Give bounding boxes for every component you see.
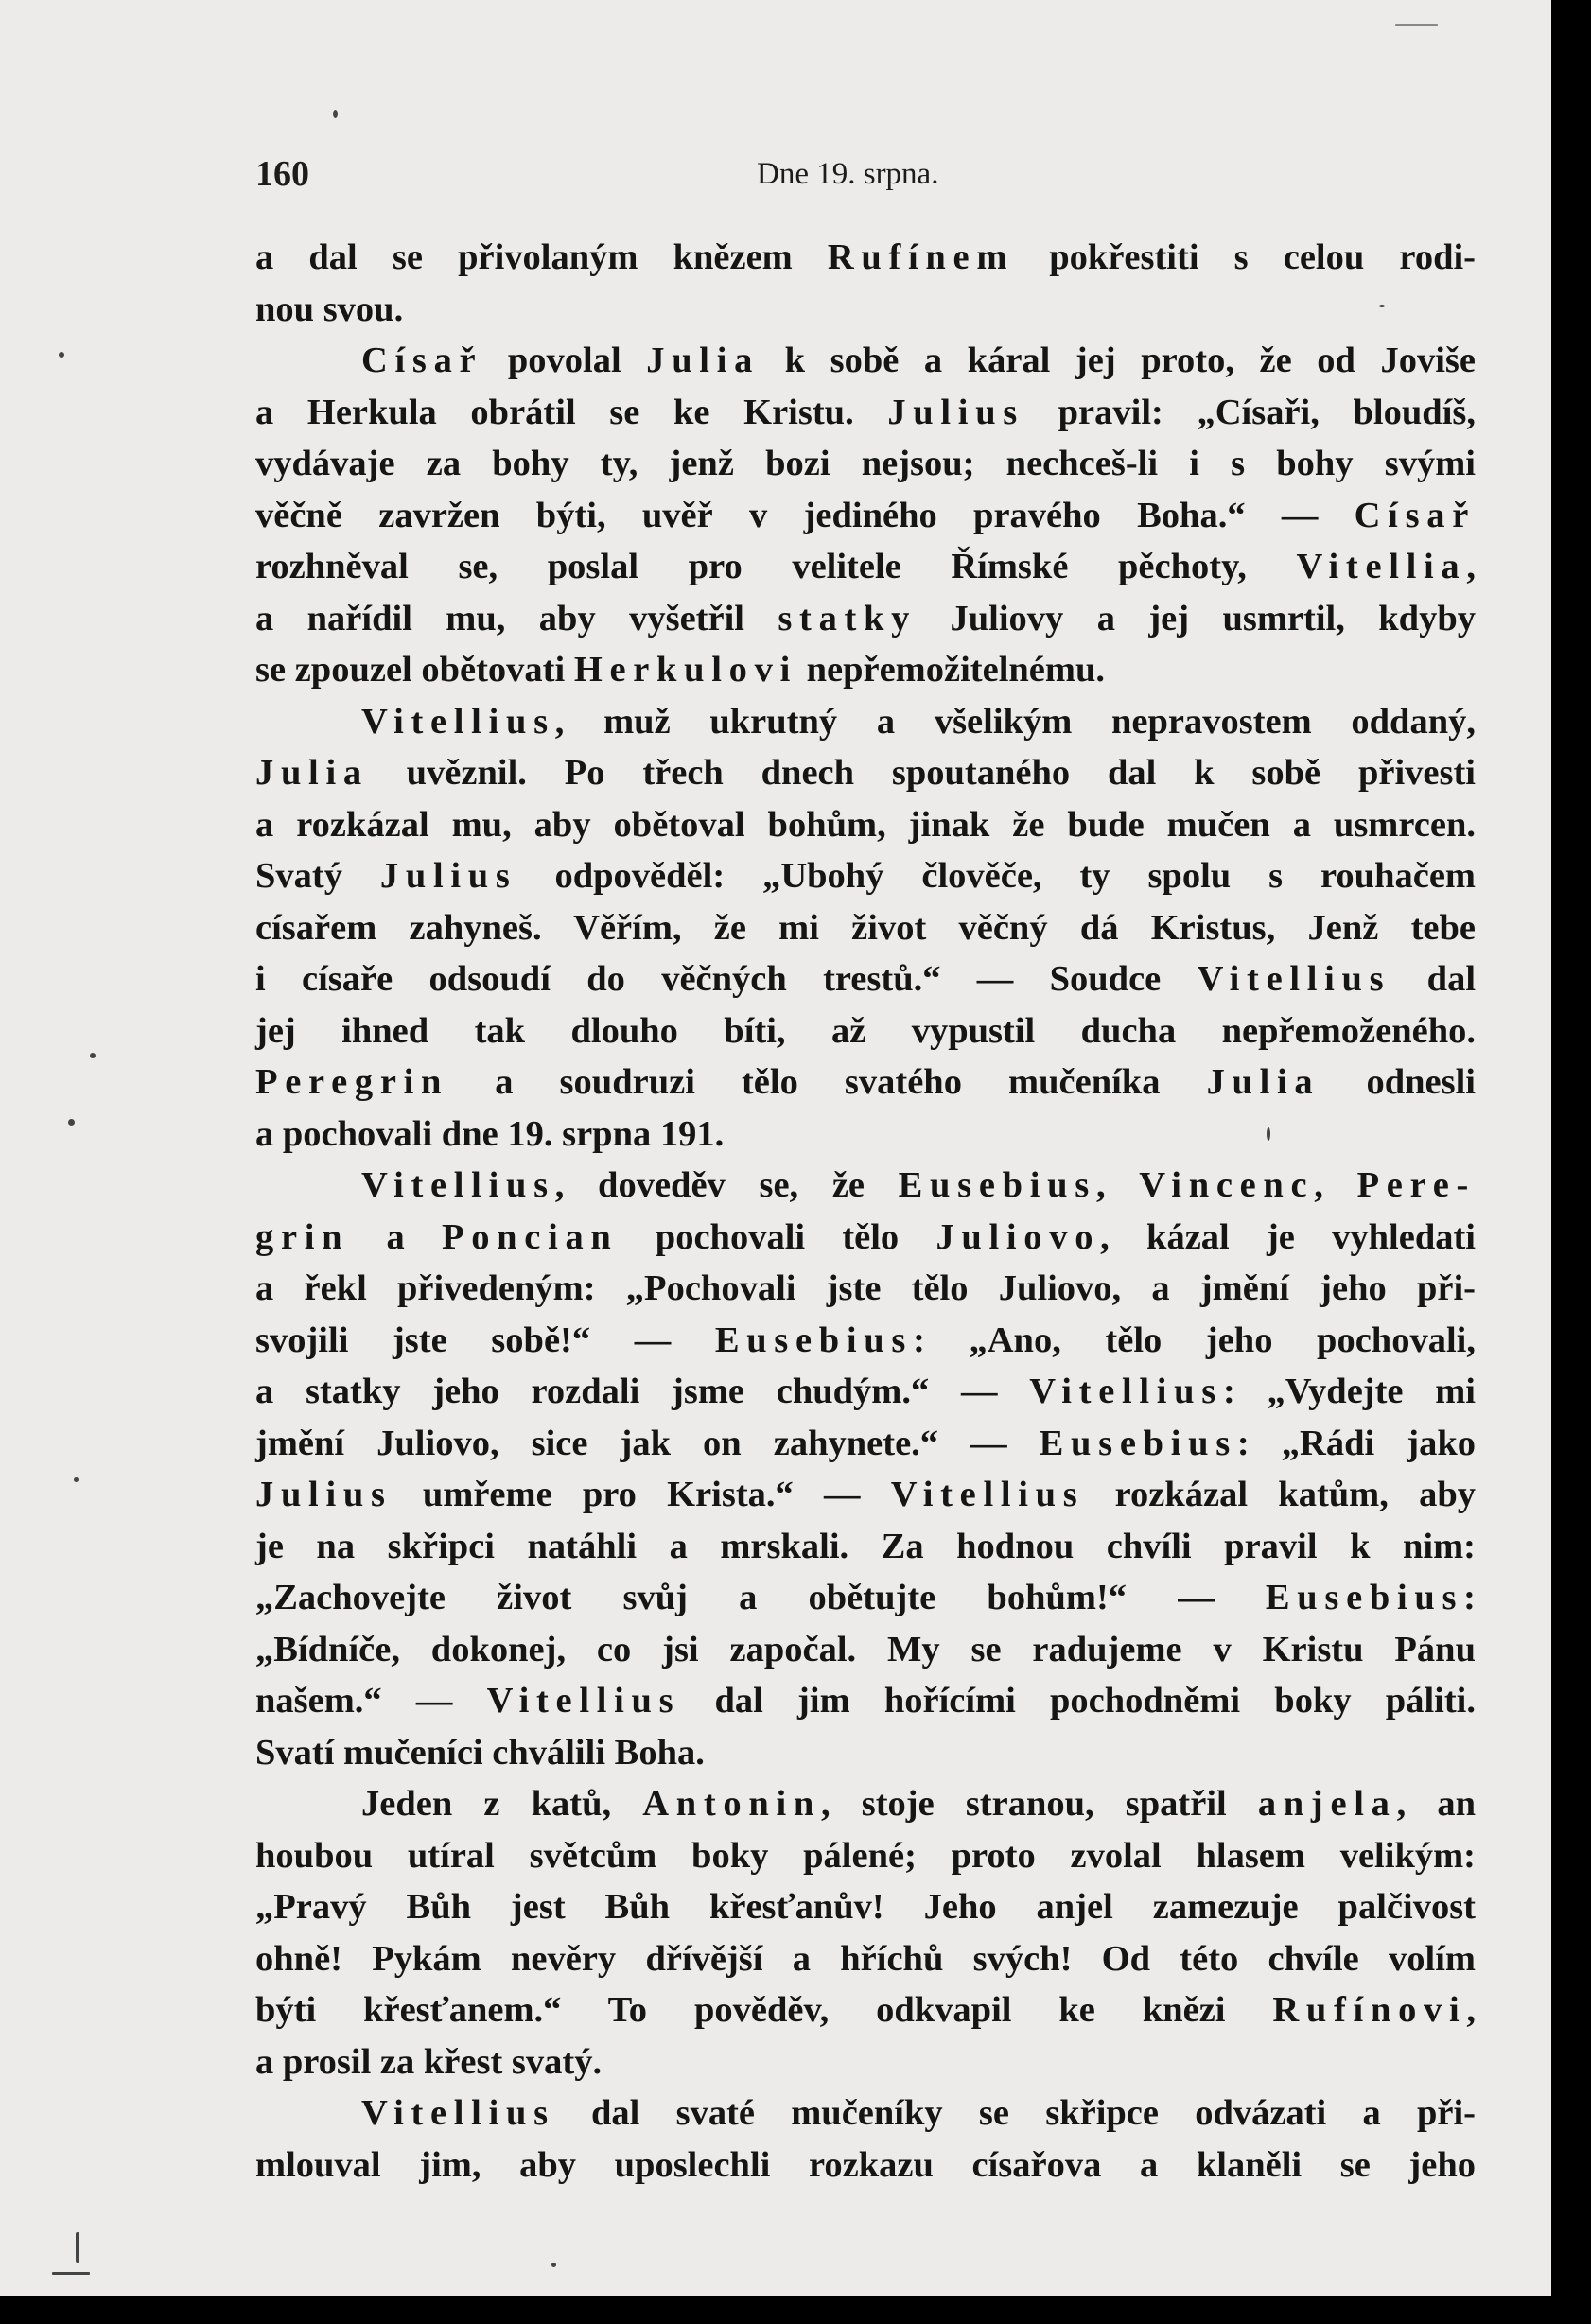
spaced-name: Císař (1354, 495, 1476, 535)
text-line (255, 902, 1476, 954)
text-run: vydávaje za bohy ty, jenž bozi nejsou; nechceš-li i s bohy svými (255, 444, 1476, 483)
spaced-name: Julia (1206, 1062, 1320, 1102)
body-text (255, 232, 1476, 2191)
text-run: : (1463, 1578, 1476, 1617)
text-line (255, 1881, 1476, 1933)
text-run: , (1095, 1165, 1140, 1205)
text-run: a Herkula obrátil se ke Kristu. (255, 392, 888, 432)
text-line (255, 1624, 1476, 1676)
text-run: našem.“ — (255, 1681, 487, 1721)
text-run: jej ihned tak dlouho bíti, až vypustil ducha nepřemoženého. (255, 1010, 1476, 1051)
text-run: „Bídníče, dokonej, co jsi započal. My se radujeme v Kristu Pánu (255, 1629, 1476, 1669)
page-header (255, 153, 1476, 201)
print-speck (1267, 1127, 1270, 1141)
spaced-name: Antonin (642, 1784, 821, 1824)
text-run: „Zachovejte život svůj a obětujte bohům!“ — (255, 1578, 1266, 1617)
text-run: , stoje stranou, spatřil (820, 1784, 1258, 1824)
spaced-name: Juliovo (935, 1216, 1101, 1257)
spaced-name: grin (255, 1216, 350, 1257)
text-line (255, 1830, 1476, 1882)
print-speck (1379, 305, 1385, 307)
print-speck (59, 352, 64, 358)
text-run: , muž ukrutný a všelikým nepravostem oddaný, (554, 701, 1476, 742)
spaced-name: Eusebius (898, 1165, 1096, 1205)
text-run: mlouval jim, aby uposlechli rozkazu císařova a klaněli se jeho (255, 2144, 1476, 2185)
spaced-name: Julia (255, 753, 369, 793)
text-run: pravil: „Císaři, bloudíš, (1024, 392, 1477, 432)
text-run: : „Ano, tělo jeho pochovali, (913, 1319, 1476, 1360)
text-line (255, 644, 1476, 696)
text-line (255, 747, 1476, 799)
print-speck (76, 2232, 79, 2263)
text-line (255, 438, 1476, 490)
text-line (255, 2140, 1476, 2192)
spaced-name: Vitellia (1296, 547, 1467, 586)
text-line (255, 1418, 1476, 1470)
text-run: jmění Juliovo, sice jak on zahynete.“ — (255, 1423, 1040, 1463)
text-run: rozkázal katům, aby (1084, 1475, 1476, 1514)
spaced-name: Rufínovi (1272, 1990, 1467, 2030)
text-line (255, 850, 1476, 902)
print-speck (68, 1119, 75, 1126)
text-line (255, 1315, 1476, 1367)
text-line (255, 2088, 1476, 2140)
text-line (255, 1469, 1476, 1521)
text-line (255, 1933, 1476, 1985)
text-line (255, 1675, 1476, 1727)
print-speck (1395, 24, 1438, 26)
text-run: svojili jste sobě!“ — (255, 1319, 715, 1360)
text-run: a prosil za křest svatý. (255, 2041, 603, 2082)
spaced-name: Vincenc (1139, 1165, 1315, 1205)
spaced-name: anjela (1257, 1784, 1397, 1824)
text-line (255, 490, 1476, 542)
text-line (255, 541, 1476, 593)
spaced-name: Vitellius (486, 1681, 681, 1721)
text-run: pochovali tělo (618, 1216, 936, 1257)
text-run: dal jim hořícími pochodněmi boky páliti. (680, 1681, 1476, 1721)
text-run: Jeden z katů, (361, 1784, 643, 1824)
text-line (255, 593, 1476, 645)
spaced-name: Vitellius (890, 1475, 1085, 1514)
text-line (255, 1984, 1476, 2036)
text-run: pokřestiti s celou rodi- (1014, 237, 1477, 277)
text-run: i císaře odsoudí do věčných trestů.“ — Soudce (255, 959, 1198, 999)
text-run: , kázal je vyhledati (1100, 1216, 1477, 1257)
text-run: a rozkázal mu, aby obětoval bohům, jinak že bude mučen a usmrcen. (255, 804, 1476, 845)
spaced-name: Eusebius (1265, 1578, 1464, 1617)
text-run: býti křesťanem.“ To pověděv, odkvapil ke knězi (255, 1990, 1273, 2030)
text-run: rozhněval se, poslal pro velitele Římské pěchoty, (255, 547, 1297, 586)
spaced-name: Vitellius (361, 701, 555, 742)
text-run: uvěznil. Po třech dnech spoutaného dal k sobě přivesti (368, 753, 1476, 793)
spaced-name: Julius (887, 392, 1024, 432)
text-run: : „Rádi jako (1236, 1423, 1476, 1463)
spaced-name: Eusebius (714, 1319, 914, 1360)
print-speck (551, 2263, 556, 2267)
text-run: , (1314, 1165, 1357, 1205)
text-run: houbou utíral světcům boky pálené; proto zvolal hlasem velikým: (255, 1835, 1476, 1876)
spaced-name: Vitellius (361, 1165, 555, 1205)
text-run: dal (1390, 959, 1477, 999)
text-run: císařem zahyneš. Věřím, že mi život věčný dá Kristus, Jenž tebe (255, 907, 1476, 948)
text-run: Juliovy a jej usmrtil, kdyby (917, 598, 1476, 638)
text-line (255, 1778, 1476, 1830)
text-run: : „Vydejte mi (1222, 1372, 1477, 1411)
text-run: , (1466, 1990, 1476, 2030)
spaced-name: statky (778, 598, 918, 638)
text-run: a nařídil mu, aby vyšetřil (255, 598, 778, 638)
text-run: dal svaté mučeníky se skřipce odvázati a při- (554, 2093, 1476, 2133)
text-line (255, 953, 1476, 1005)
text-line (255, 696, 1476, 748)
text-line (255, 387, 1476, 439)
text-run: , (1466, 547, 1476, 586)
text-line (255, 1057, 1476, 1109)
text-run: věčně zavržen býti, uvěř v jediného pravého Boha.“ — (255, 495, 1355, 535)
text-line (255, 1572, 1476, 1624)
spaced-name: Eusebius (1039, 1423, 1237, 1463)
text-run: odpověděl: „Ubohý člověče, ty spolu s rouhačem (516, 856, 1476, 896)
text-run: Svatí mučeníci chválili Boha. (255, 1732, 705, 1773)
text-run: se zpouzel obětovati (255, 650, 574, 690)
text-run: umřeme pro Krista.“ — (392, 1475, 891, 1514)
print-speck (74, 1477, 79, 1482)
text-line (255, 799, 1476, 851)
text-run: nou svou. (255, 288, 404, 329)
text-line (255, 1109, 1476, 1161)
text-run: odnesli (1320, 1062, 1476, 1102)
text-line (255, 1366, 1476, 1418)
text-run: a dal se přivolaným knězem (255, 237, 828, 277)
spaced-name: Vitellius (1029, 1372, 1223, 1411)
spaced-name: Císař (361, 341, 483, 380)
text-run: a pochovali dne 19. srpna 191. (255, 1113, 725, 1154)
page-number: 160 (255, 154, 309, 194)
print-speck (333, 110, 338, 118)
spaced-name: Vitellius (1197, 959, 1391, 999)
text-run: a (349, 1216, 442, 1257)
text-run: , an (1396, 1784, 1476, 1824)
spaced-name: Vitellius (361, 2093, 555, 2133)
running-head: Dne 19. srpna. (757, 157, 939, 191)
text-run: k sobě a káral jej proto, že od Joviše (760, 341, 1476, 380)
text-run: Svatý (255, 856, 380, 896)
spaced-name: Herkulovi (573, 650, 797, 690)
spaced-name: Poncian (442, 1216, 619, 1257)
text-line (255, 1160, 1476, 1212)
print-speck (90, 1053, 96, 1058)
text-run: je na skřipci natáhli a mrskali. Za hodnou chvíli pravil k nim: (255, 1526, 1476, 1566)
print-speck (52, 2272, 90, 2275)
text-line (255, 284, 1476, 336)
text-run: povolal (482, 341, 647, 380)
spaced-name: Julius (255, 1475, 393, 1514)
text-run: „Pravý Bůh jest Bůh křesťanův! Jeho anjel zamezuje palčivost (255, 1887, 1476, 1927)
text-line (255, 232, 1476, 284)
text-line (255, 1005, 1476, 1057)
text-run: ohně! Pykám nevěry dřívější a hříchů svých! Od této chvíle volím (255, 1938, 1476, 1979)
text-run: nepřemožitelnému. (796, 650, 1106, 690)
text-run: a statky jeho rozdali jsme chudým.“ — (255, 1372, 1030, 1411)
spaced-name: Pere- (1356, 1165, 1477, 1205)
spaced-name: Peregrin (255, 1062, 449, 1102)
text-line (255, 1212, 1476, 1264)
spaced-name: Rufínem (827, 237, 1015, 277)
text-line (255, 1263, 1476, 1315)
text-run: a soudruzi tělo svatého mučeníka (448, 1062, 1207, 1102)
text-run: a řekl přivedeným: „Pochovali jste tělo Juliovo, a jmění jeho při- (255, 1268, 1476, 1308)
text-line (255, 1727, 1476, 1779)
text-line (255, 2036, 1476, 2088)
spaced-name: Julius (379, 856, 517, 896)
text-line (255, 335, 1476, 387)
text-run: , doveděv se, že (554, 1165, 899, 1205)
spaced-name: Julia (646, 341, 761, 380)
text-line (255, 1521, 1476, 1573)
